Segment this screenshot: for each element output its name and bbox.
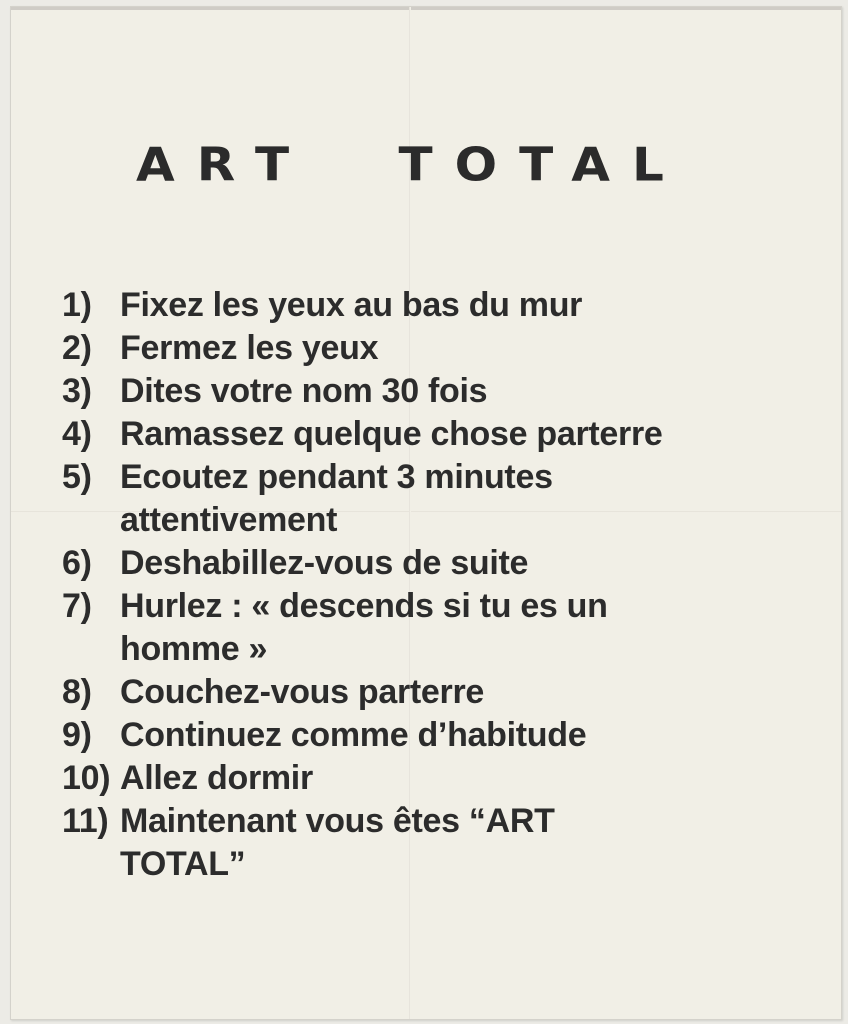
item-number: 11) bbox=[62, 802, 109, 840]
item-text-continuation: TOTAL” bbox=[120, 845, 246, 883]
list-item bbox=[62, 284, 782, 327]
instruction-list bbox=[62, 284, 782, 886]
item-text-continuation: homme » bbox=[120, 630, 268, 668]
list-item bbox=[62, 456, 782, 542]
item-text: Couchez-vous parterre bbox=[120, 673, 485, 711]
item-number: 3) bbox=[62, 372, 92, 410]
item-text: Ramassez quelque chose parterre bbox=[120, 415, 663, 453]
item-number: 7) bbox=[62, 587, 92, 625]
item-text: Continuez comme d’habitude bbox=[120, 716, 587, 754]
item-number: 2) bbox=[62, 329, 92, 367]
item-number: 9) bbox=[62, 716, 92, 754]
list-item bbox=[62, 714, 782, 757]
item-text: Allez dormir bbox=[120, 759, 313, 797]
list-item bbox=[62, 542, 782, 585]
item-text: Ecoutez pendant 3 minutes bbox=[120, 458, 553, 496]
item-number: 6) bbox=[62, 544, 92, 582]
item-text: Maintenant vous êtes “ART bbox=[120, 802, 555, 840]
item-number: 8) bbox=[62, 673, 92, 711]
item-number: 1) bbox=[62, 286, 92, 324]
poster-title: ART TOTAL bbox=[136, 138, 686, 192]
item-number: 5) bbox=[62, 458, 92, 496]
item-number: 10) bbox=[62, 759, 111, 797]
list-item bbox=[62, 800, 782, 886]
list-item bbox=[62, 585, 782, 671]
list-item bbox=[62, 327, 782, 370]
list-item bbox=[62, 671, 782, 714]
item-text: Dites votre nom 30 fois bbox=[120, 372, 488, 410]
item-text: Fixez les yeux au bas du mur bbox=[120, 286, 583, 324]
item-number: 4) bbox=[62, 415, 92, 453]
item-text: Fermez les yeux bbox=[120, 329, 379, 367]
list-item bbox=[62, 757, 782, 800]
list-item bbox=[62, 413, 782, 456]
item-text: Hurlez : « descends si tu es un bbox=[120, 587, 608, 625]
list-item bbox=[62, 370, 782, 413]
item-text-continuation: attentivement bbox=[120, 501, 338, 539]
item-text: Deshabillez-vous de suite bbox=[120, 544, 529, 582]
